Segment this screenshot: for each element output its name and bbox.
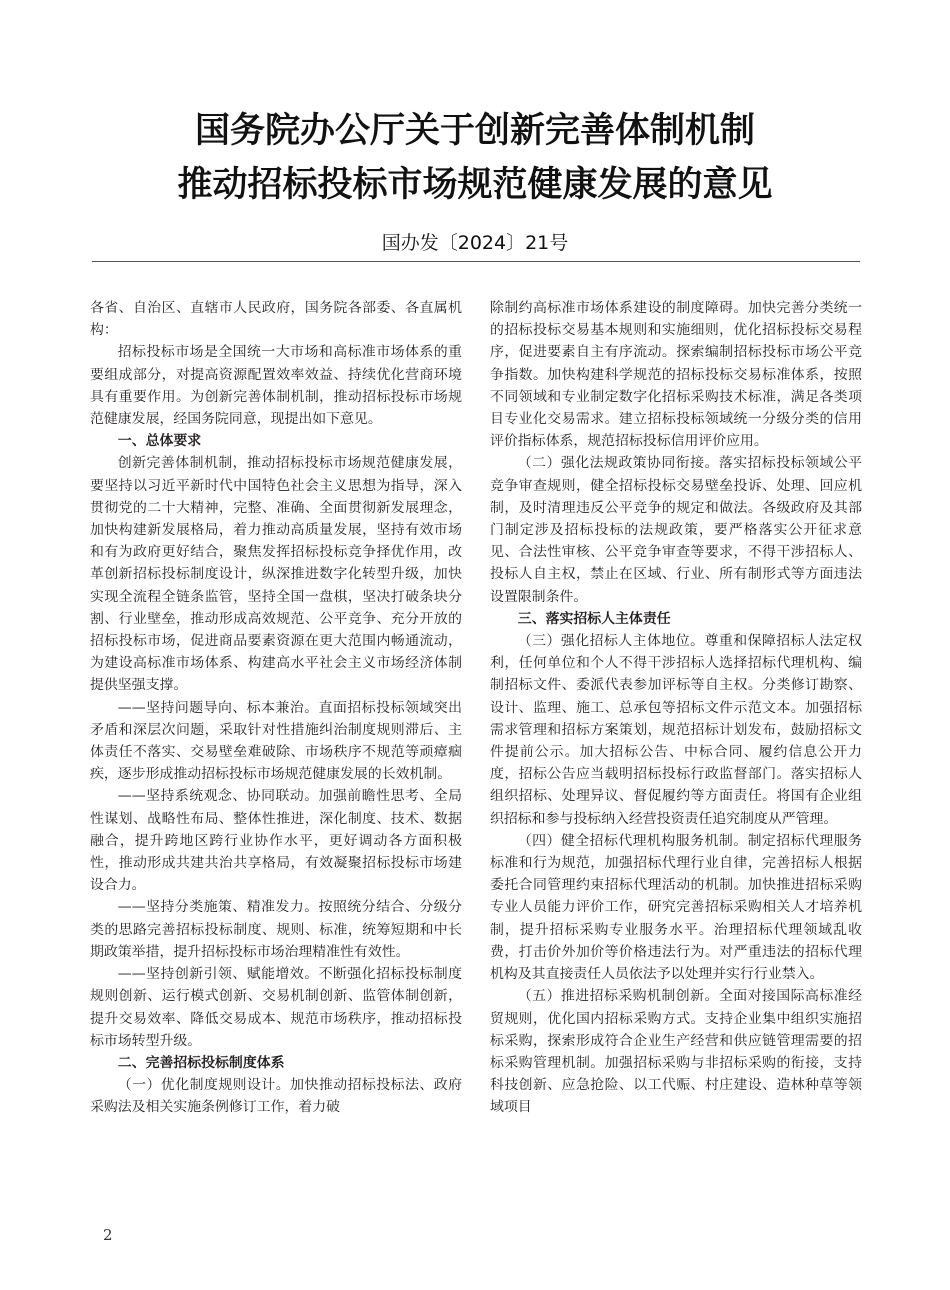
section-heading-2: 二、完善招标投标制度体系 [117, 1054, 285, 1071]
left-column [90, 297, 462, 1119]
body-paragraph: （一）优化制度规则设计。加快推动招标投标法、政府采购法及相关实施条例修订工作，着力破 [90, 1077, 462, 1116]
document-number: 国办发〔2024〕21号 [381, 232, 569, 254]
body-paragraph-continued: 除制约高标准市场体系建设的制度障碍。加快完善分类统一的招标投标交易基本规则和实施细则，优化招标投标交易程序，促进要素自主有序流动。探索编制招标投标市场公平竞争指数。加快构建科学规范的招标投标交易标准体系，按照不同领域和专业制定数字化招标采购技术标准，满足各类项目专业化交易需求。建立招标投标领域统一分级分类的信用评价指标体系，规范招标投标信用评价应用。 [490, 300, 862, 450]
principle-paragraph: ——坚持问题导向、标本兼治。直面招标投标领域突出矛盾和深层次问题，采取针对性措施纠治制度规则滞后、主体责任不落实、交易壁垒难破除、市场秩序不规范等顽瘴痼疾，逐步形成推动招标投标市场规范健康发展的长效机制。 [90, 699, 462, 783]
principle-paragraph: ——坚持创新引领、赋能增效。不断强化招标投标制度规则创新、运行模式创新、交易机制创新、监管体制创新，提升交易效率、降低交易成本、规范市场秩序，推动招标投标市场转型升级。 [90, 966, 462, 1049]
section-heading-3: 三、落实招标人主体责任 [517, 610, 671, 627]
intro-paragraph: 招标投标市场是全国统一大市场和高标准市场体系的重要组成部分，对提高资源配置效率效益、持续优化营商环境具有重要作用。为创新完善体制机制，推动招标投标市场规范健康发展，经国务院同意，现提出如下意见。 [90, 344, 462, 428]
principle-paragraph: ——坚持系统观念、协同联动。加强前瞻性思考、全局性谋划、战略性布局、整体性推进，深化制度、技术、数据融合，提升跨地区跨行业协作水平，更好调动各方面积极性，推动形成共建共治共享格局，有效凝聚招标投标市场建设合力。 [90, 788, 462, 894]
title-line-1: 国务院办公厅关于创新完善体制机制 [194, 111, 755, 151]
body-paragraph: （五）推进招标采购机制创新。全面对接国际高标准经贸规则，优化国内招标采购方式。支持企业集中组织实施招标采购，探索形成符合企业生产经营和供应链管理需要的招标采购管理机制。加强招标采购与非招标采购的衔接，支持科技创新、应急抢险、以工代赈、村庄建设、造林种草等领域项目 [490, 988, 862, 1116]
body-paragraph: （二）强化法规政策协同衔接。落实招标投标领域公平竞争审查规则，健全招标投标交易壁垒投诉、处理、回应机制，及时清理违反公平竞争的规定和做法。各级政府及其部门制定涉及招标投标的法规政策，要严格落实公开征求意见、合法性审核、公平竞争审查等要求，不得干涉招标人、投标人自主权，禁止在区域、行业、所有制形式等方面违法设置限制条件。 [490, 455, 862, 605]
right-column [490, 297, 862, 1119]
body-paragraph: 创新完善体制机制，推动招标投标市场规范健康发展，要坚持以习近平新时代中国特色社会主义思想为指导，深入贯彻党的二十大精神，完整、准确、全面贯彻新发展理念，加快构建新发展格局，着力推动高质量发展，坚持有效市场和有为政府更好结合，聚焦发挥招标投标竞争择优作用，改革创新招标投标制度设计，纵深推进数字化转型升级，加快实现全流程全链条监管，坚持全国一盘棋，坚决打破条块分割、行业壁垒，推动形成高效规范、公平竞争、充分开放的招标投标市场，促进商品要素资源在更大范围内畅通流动，为建设高标准市场体系、构建高水平社会主义市场经济体制提供坚强支撑。 [90, 455, 462, 694]
section-heading-1: 一、总体要求 [117, 433, 202, 450]
body-paragraph: （三）强化招标人主体地位。尊重和保障招标人法定权利，任何单位和个人不得干涉招标人选择招标代理机构、编制招标文件、委派代表参加评标等自主权。分类修订勘察、设计、监理、施工、总承包等招标文件示范文本。加强招标需求管理和招标方案策划，规范招标计划发布，鼓励招标文件提前公示。加大招标公告、中标合同、履约信息公开力度，招标公告应当载明招标投标行政监督部门。落实招标人组织招标、处理异议、督促履约等方面责任。将国有企业组织招标和参与投标纳入经营投资责任追究制度从严管理。 [490, 633, 862, 827]
body-paragraph: （四）健全招标代理机构服务机制。制定招标代理服务标准和行为规范，加强招标代理行业自律，完善招标人根据委托合同管理约束招标代理活动的机制。加快推进招标采购专业人员能力评价工作，研究完善招标采购相关人才培养机制，提升招标采购专业服务水平。治理招标代理领域乱收费，打击价外加价等价格违法行为。对严重违法的招标代理机构及其直接责任人员依法予以处理并实行行业禁入。 [490, 832, 862, 983]
header-divider [92, 261, 860, 262]
page-number: 2 [103, 1226, 113, 1244]
salutation: 各省、自治区、直辖市人民政府，国务院各部委、各直属机构： [90, 300, 462, 339]
principle-paragraph: ——坚持分类施策、精准发力。按照统分结合、分级分类的思路完善招标投标制度、规则、标准，统筹短期和中长期政策举措，提升招标投标市场治理精准性有效性。 [90, 899, 462, 960]
title-line-2: 推动招标投标市场规范健康发展的意见 [177, 165, 773, 205]
